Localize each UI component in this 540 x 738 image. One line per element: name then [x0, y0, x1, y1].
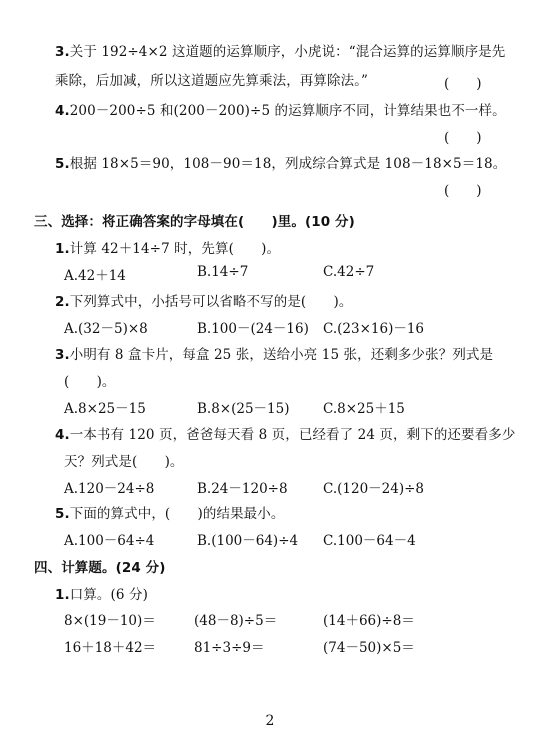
option-a: A.120－24÷8: [64, 481, 155, 497]
question-text: 根据 18×5＝90，108－90＝18，列成综合算式是 108－18×5＝18。: [69, 156, 507, 172]
question-text: 200－200÷5 和(200－200)÷5 的运算顺序不同，计算结果也不一样。: [69, 103, 506, 119]
question-number: 4.: [55, 427, 70, 443]
option-c: C.8×25＋15: [323, 401, 405, 417]
question-number: 1.: [55, 587, 70, 603]
question-number: 5.: [55, 506, 70, 522]
option-a: A.100－64÷4: [64, 533, 155, 549]
calc-item: 8×(19－10)＝: [64, 613, 156, 629]
question-text: 关于 192÷4×2 这道题的运算顺序，小虎说：“混合运算的运算顺序是先: [69, 44, 506, 60]
answer-paren: ( ): [444, 183, 482, 199]
question-number: 2.: [55, 294, 70, 310]
section-title-calc: 四、计算题。(24 分): [34, 560, 166, 576]
option-b: B.100－(24－16): [197, 321, 309, 337]
choice-q3-line2: ( )。: [64, 374, 116, 390]
option-c: C.42÷7: [323, 264, 375, 280]
calc-item: (74－50)×5＝: [323, 640, 415, 656]
section-title-choice: 三、选择：将正确答案的字母填在( )里。(10 分): [34, 214, 355, 230]
choice-q2: [55, 290, 352, 310]
question-number: 1.: [55, 241, 70, 257]
question-number: 3.: [55, 44, 70, 60]
question-text: 下面的算式中，( )的结果最小。: [69, 506, 285, 522]
calc-item: 81÷3÷9＝: [194, 640, 265, 656]
option-c: C.(120－24)÷8: [323, 481, 425, 497]
judge-q4-line1: [55, 99, 506, 119]
option-b: B.(100－64)÷4: [197, 533, 299, 549]
question-number: 3.: [55, 347, 70, 363]
calc-item: 16＋18＋42＝: [64, 640, 157, 656]
choice-q4-line2: 天？列式是( )。: [64, 454, 184, 470]
question-text: 下列算式中，小括号可以省略不写的是( )。: [69, 294, 353, 310]
judge-q3-line2: 乘除，后加减，所以这道题应先算乘法，再算除法。”: [55, 73, 369, 89]
choice-q3-line1: [55, 343, 493, 363]
calc-item: (14＋66)÷8＝: [323, 613, 415, 629]
choice-q4-line1: [55, 423, 515, 443]
option-c: C.100－64－4: [323, 533, 416, 549]
option-b: B.8×(25－15): [197, 401, 290, 417]
page-number: 2: [265, 713, 275, 729]
option-a: A.8×25－15: [64, 401, 146, 417]
option-a: A.(32－5)×8: [64, 321, 148, 337]
answer-paren: ( ): [444, 130, 482, 146]
calc-item: (48－8)÷5＝: [194, 613, 278, 629]
question-number: 4.: [55, 103, 70, 119]
question-text: 小明有 8 盒卡片，每盒 25 张，送给小亮 15 张，还剩多少张？列式是: [69, 347, 494, 363]
choice-q5: [55, 502, 284, 522]
question-text: 计算 42＋14÷7 时，先算( )。: [69, 241, 281, 257]
option-b: B.14÷7: [197, 264, 249, 280]
judge-q5-line1: [55, 152, 506, 172]
calc-q1: [55, 583, 148, 603]
choice-q1: [55, 237, 280, 257]
judge-q3-line1: [55, 40, 505, 60]
option-b: B.24－120÷8: [197, 481, 288, 497]
answer-paren: ( ): [444, 76, 482, 92]
question-number: 5.: [55, 156, 70, 172]
option-c: C.(23×16)－16: [323, 321, 425, 337]
option-a: A.42＋14: [64, 268, 126, 284]
question-text: 口算。(6 分): [69, 587, 148, 603]
question-text: 一本书有 120 页，爸爸每天看 8 页，已经看了 24 页，剩下的还要看多少: [69, 427, 516, 443]
